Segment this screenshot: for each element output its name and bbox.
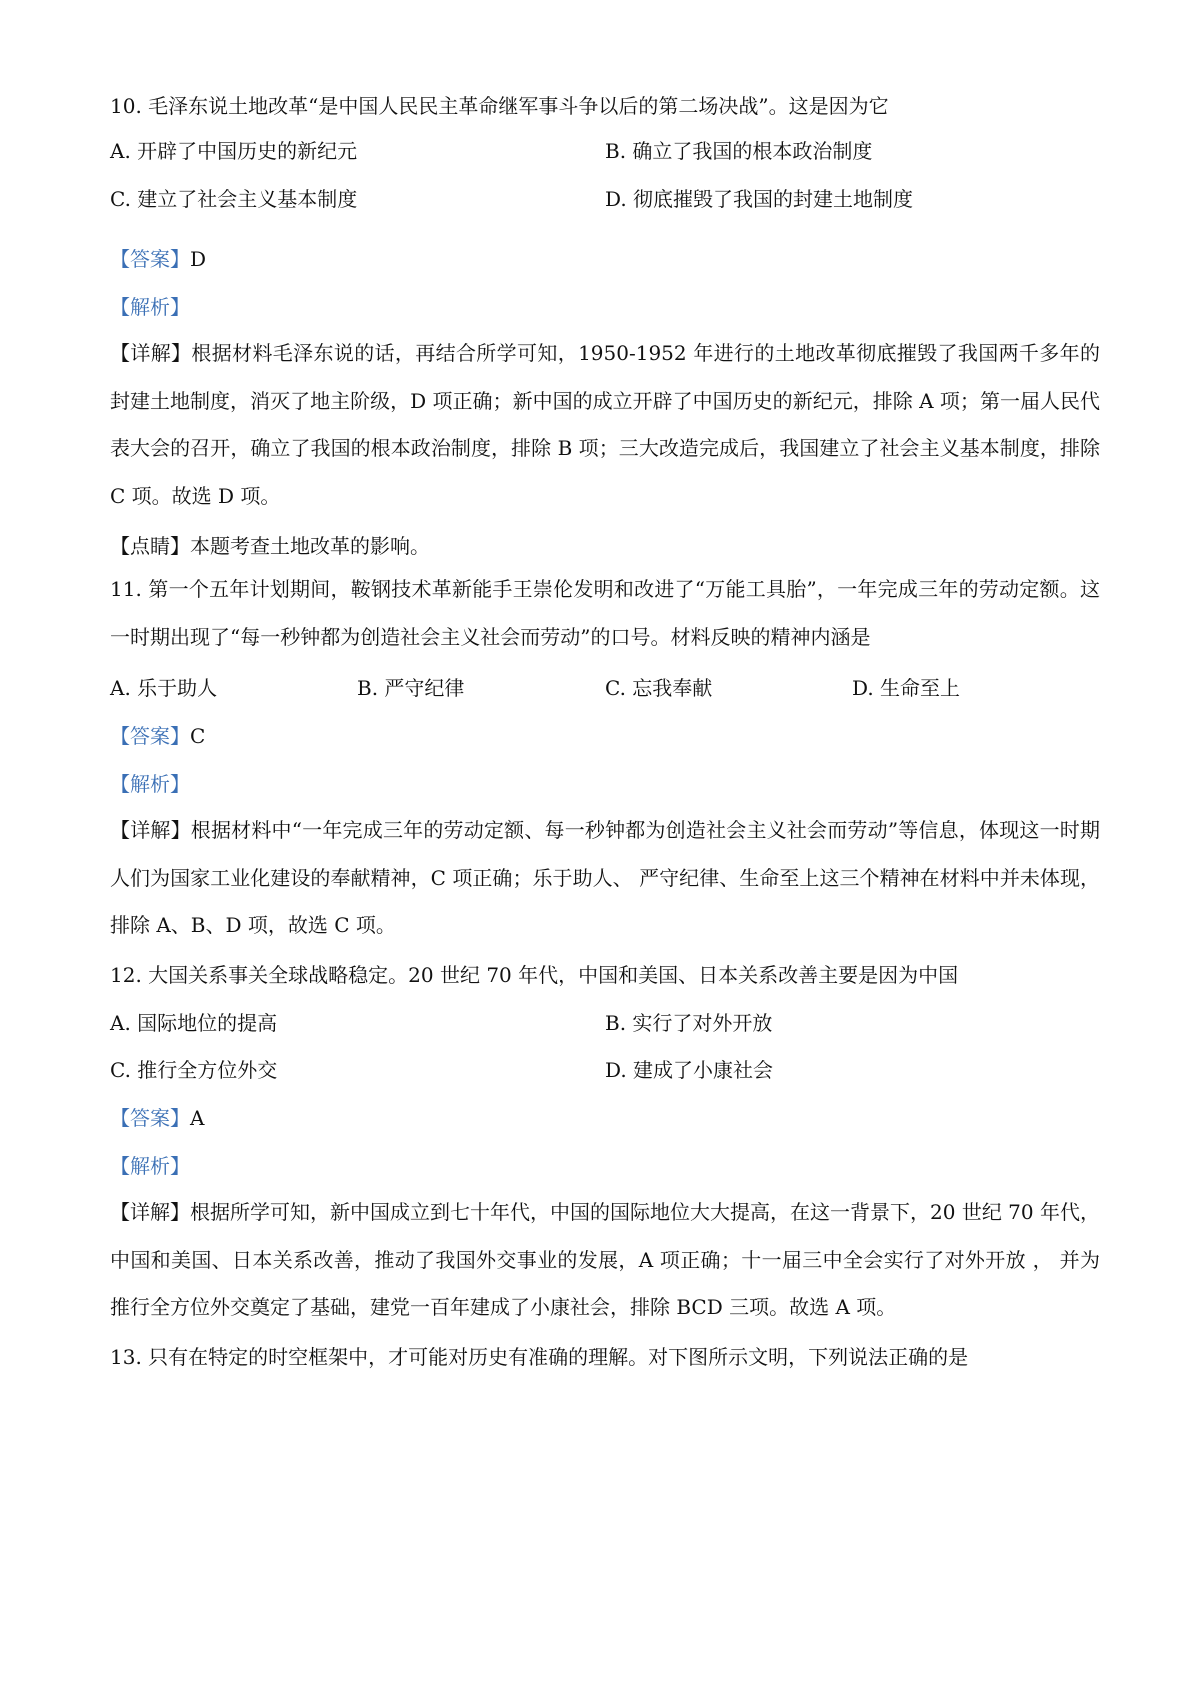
question-11-detail: 【详解】根据材料中“一年完成三年的劳动定额、每一秒钟都为创造社会主义社会而劳动”等信息，体现这一时期人们为国家工业化建设的奉献精神，C 项正确；乐于助人、 严守纪律、生命至上这三个精神在材料中并未体现，排除 A、B、D 项，故选 C 项。 — [110, 818, 1100, 937]
question-12-option-a: A. 国际地位的提高 — [110, 1011, 278, 1035]
question-10-point: 【点睛】本题考查土地改革的影响。 — [110, 534, 430, 558]
answer-label: 【答案】 — [110, 247, 190, 271]
question-12-option-d: D. 建成了小康社会 — [605, 1058, 774, 1082]
question-13-stem: 13. 只有在特定的时空框架中，才可能对历史有准确的理解。对下图所示文明，下列说法正确的是 — [110, 1345, 969, 1369]
question-11-stem: 11. 第一个五年计划期间，鞍钢技术革新能手王崇伦发明和改进了“万能工具胎”，一年完成三年的劳动定额。这一时期出现了“每一秒钟都为创造社会主义社会而劳动”的口号。材料反映的精神内涵是 — [110, 577, 1100, 649]
question-11-option-c: C. 忘我奉献 — [605, 676, 713, 700]
question-12-option-b: B. 实行了对外开放 — [605, 1011, 773, 1035]
answer-label: 【答案】 — [110, 1106, 190, 1130]
answer-value: A — [190, 1106, 205, 1130]
question-11-option-a: A. 乐于助人 — [110, 676, 218, 700]
question-10-option-a: A. 开辟了中国历史的新纪元 — [110, 139, 358, 163]
answer-value: C — [190, 724, 206, 748]
question-12-analysis-label: 【解析】 — [110, 1154, 190, 1178]
question-12-answer — [110, 1106, 1100, 1130]
question-10-option-c: C. 建立了社会主义基本制度 — [110, 187, 358, 211]
question-11-option-b: B. 严守纪律 — [357, 676, 465, 700]
question-12-detail: 【详解】根据所学可知，新中国成立到七十年代，中国的国际地位大大提高，在这一背景下，20 世纪 70 年代，中国和美国、日本关系改善，推动了我国外交事业的发展，A 项正确；十一届三中全会实行了对外开放 ， 并为推行全方位外交奠定了基础，建党一百年建成了小康社会，排除 BCD 三项。故选 A 项。 — [110, 1200, 1100, 1319]
question-12-stem: 12. 大国关系事关全球战略稳定。20 世纪 70 年代，中国和美国、日本关系改善主要是因为中国 — [110, 963, 959, 987]
answer-value: D — [190, 247, 207, 271]
question-11-option-d: D. 生命至上 — [852, 676, 961, 700]
question-11-answer — [110, 724, 1100, 748]
question-10-analysis-label: 【解析】 — [110, 295, 190, 319]
question-11-analysis-label: 【解析】 — [110, 772, 190, 796]
answer-label: 【答案】 — [110, 724, 190, 748]
question-12-option-c: C. 推行全方位外交 — [110, 1058, 278, 1082]
question-10-option-b: B. 确立了我国的根本政治制度 — [605, 139, 873, 163]
question-10-answer — [110, 247, 1100, 271]
question-10-stem: 10. 毛泽东说土地改革“是中国人民民主革命继军事斗争以后的第二场决战”。这是因为它 — [110, 94, 889, 118]
question-10-option-d: D. 彻底摧毁了我国的封建土地制度 — [605, 187, 914, 211]
question-10-detail: 【详解】根据材料毛泽东说的话，再结合所学可知，1950-1952 年进行的土地改革彻底摧毁了我国两千多年的封建土地制度，消灭了地主阶级，D 项正确；新中国的成立开辟了中国历史的新纪元，排除 A 项；第一届人民代表大会的召开，确立了我国的根本政治制度，排除 B 项；三大改造完成后，我国建立了社会主义基本制度，排除 C 项。故选 D 项。 — [110, 341, 1100, 508]
